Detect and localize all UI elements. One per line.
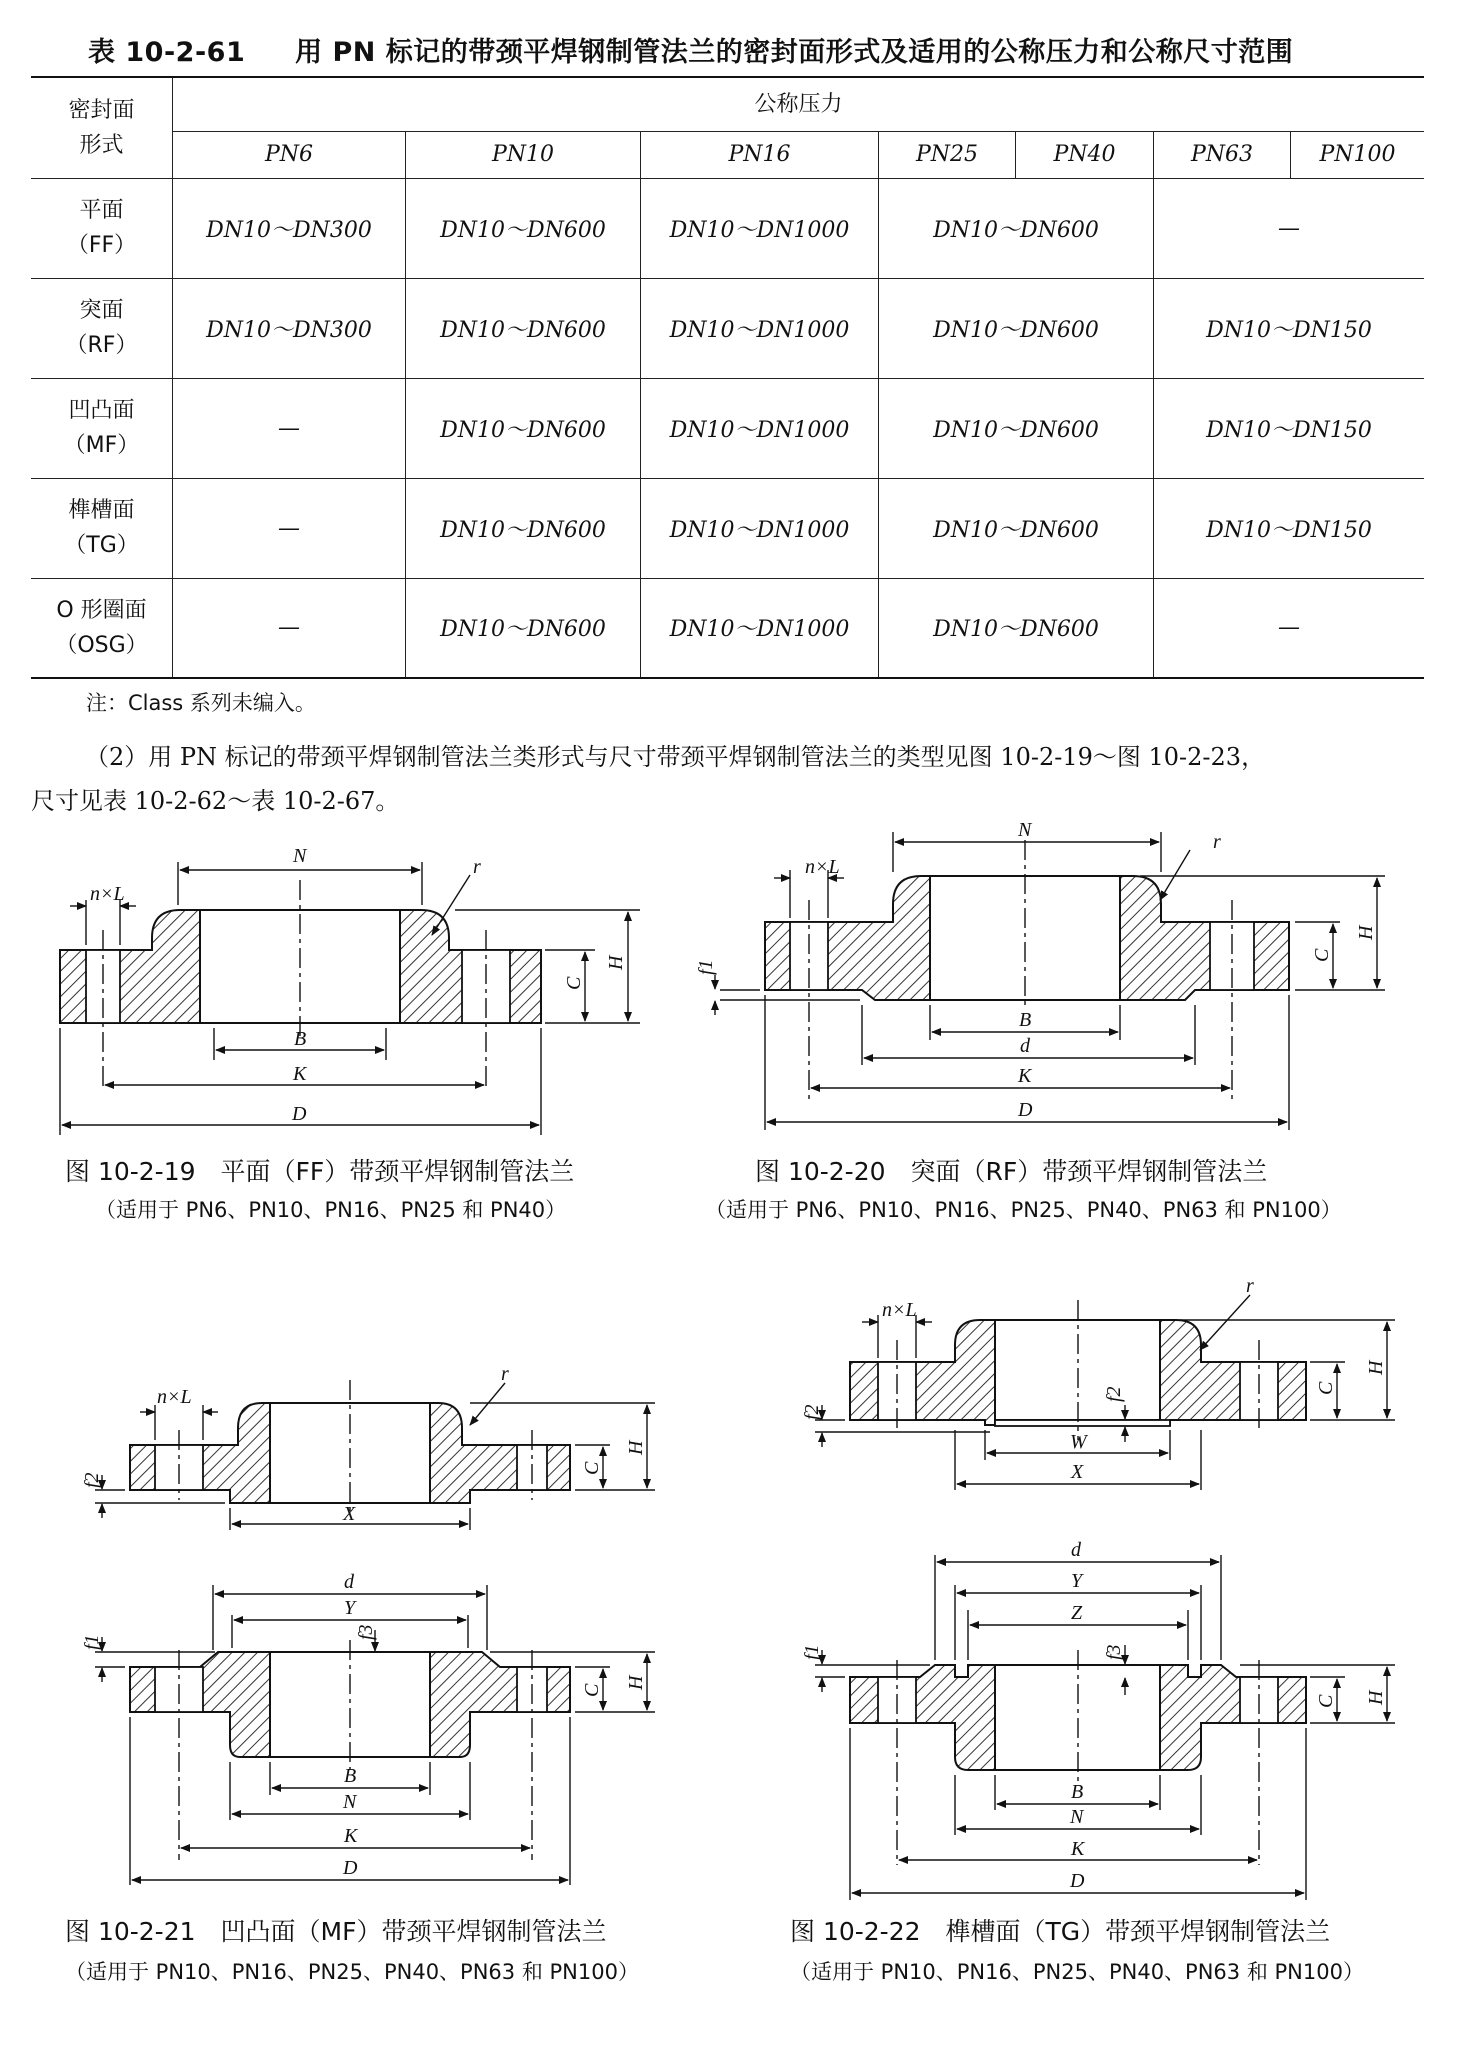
header-pn63: PN63 xyxy=(1154,131,1291,178)
label-d: d xyxy=(1071,1539,1081,1561)
row-name-line1: 凹凸面 xyxy=(68,397,135,423)
label-D: D xyxy=(1018,1099,1033,1121)
header-sealing-face-line1: 密封面 xyxy=(68,97,135,123)
label-Y: Y xyxy=(1071,1570,1083,1592)
label-f2: f2 xyxy=(81,1472,103,1488)
label-B: B xyxy=(1019,1009,1032,1031)
table-cell: DN10～DN1000 xyxy=(641,178,879,278)
table-cell: DN10～DN600 xyxy=(879,478,1154,578)
row-name-line1: O 形圈面 xyxy=(56,597,147,623)
table-cell: DN10～DN600 xyxy=(406,278,641,378)
label-N: N xyxy=(1070,1806,1084,1828)
label-X: X xyxy=(343,1503,356,1525)
label-H: H xyxy=(605,955,627,970)
figure-21-subcaption: （适用于 PN10、PN16、PN25、PN40、PN63 和 PN100） xyxy=(65,1960,639,1984)
table-cell: DN10～DN150 xyxy=(1154,278,1425,378)
header-pn100: PN100 xyxy=(1291,131,1425,178)
table-cell: DN10～DN1000 xyxy=(641,278,879,378)
table-cell: DN10～DN600 xyxy=(879,578,1154,678)
label-f2: f2 xyxy=(801,1404,823,1420)
table-cell: — xyxy=(173,578,406,678)
label-r: r xyxy=(473,856,481,878)
label-C: C xyxy=(563,976,585,990)
label-D: D xyxy=(292,1103,307,1125)
label-X: X xyxy=(1071,1461,1084,1483)
table-cell: DN10～DN1000 xyxy=(641,578,879,678)
table-cell: DN10～DN1000 xyxy=(641,478,879,578)
label-d: d xyxy=(1020,1035,1030,1057)
table-cell: DN10～DN600 xyxy=(879,178,1154,278)
header-pn40: PN40 xyxy=(1016,131,1154,178)
table-cell: DN10～DN600 xyxy=(406,478,641,578)
table-cell: — xyxy=(1154,178,1425,278)
label-H: H xyxy=(625,1440,647,1455)
label-r: r xyxy=(501,1363,509,1385)
label-d: d xyxy=(344,1571,354,1593)
row-name-line1: 平面 xyxy=(79,197,124,223)
table-number: 表 10-2-61 xyxy=(88,37,246,68)
table-cell: — xyxy=(173,478,406,578)
label-f3: f3 xyxy=(1103,1644,1125,1660)
figure-19-caption: 图 10-2-19 平面（FF）带颈平焊钢制管法兰 xyxy=(65,1157,575,1186)
figure-22-caption: 图 10-2-22 榫槽面（TG）带颈平焊钢制管法兰 xyxy=(790,1917,1331,1946)
table-cell: DN10～DN300 xyxy=(173,278,406,378)
figure-22-drawing xyxy=(815,1295,1395,1900)
label-K: K xyxy=(1018,1065,1032,1087)
label-B: B xyxy=(1071,1781,1084,1803)
label-K: K xyxy=(293,1063,307,1085)
row-name-line1: 榫槽面 xyxy=(68,497,135,523)
label-r: r xyxy=(1246,1275,1254,1297)
label-nL: n×L xyxy=(805,856,840,878)
table-cell: DN10～DN150 xyxy=(1154,378,1425,478)
label-f2-inner: f2 xyxy=(1103,1386,1125,1402)
table-cell: DN10～DN600 xyxy=(406,178,641,278)
label-D: D xyxy=(343,1857,358,1879)
label-N: N xyxy=(293,845,307,867)
label-N: N xyxy=(1018,819,1032,841)
table-cell: DN10～DN600 xyxy=(406,578,641,678)
label-B: B xyxy=(294,1028,307,1050)
label-N: N xyxy=(343,1791,357,1813)
row-name-line2: （OSG） xyxy=(55,632,148,658)
row-name-line1: 突面 xyxy=(79,297,124,323)
label-nL: n×L xyxy=(90,883,125,905)
label-K: K xyxy=(1071,1838,1085,1860)
table-cell: DN10～DN600 xyxy=(406,378,641,478)
label-f3: f3 xyxy=(355,1624,377,1640)
row-name-line2: （RF） xyxy=(65,333,138,358)
table-title: 用 PN 标记的带颈平焊钢制管法兰的密封面形式及适用的公称压力和公称尺寸范围 xyxy=(295,37,1294,68)
header-nominal-pressure: 公称压力 xyxy=(173,77,1425,131)
figure-20-subcaption: （适用于 PN6、PN10、PN16、PN25、PN40、PN63 和 PN100） xyxy=(705,1198,1342,1222)
label-C: C xyxy=(1311,948,1333,962)
paragraph-line-2: 尺寸见表 10-2-62～表 10-2-67。 xyxy=(31,787,400,815)
label-f1: f1 xyxy=(801,1644,823,1660)
table-cell: DN10～DN1000 xyxy=(641,378,879,478)
label-C: C xyxy=(1315,1694,1337,1708)
table-cell: — xyxy=(1154,578,1425,678)
figure-21-caption: 图 10-2-21 凹凸面（MF）带颈平焊钢制管法兰 xyxy=(65,1917,607,1946)
figure-20-caption: 图 10-2-20 突面（RF）带颈平焊钢制管法兰 xyxy=(755,1157,1268,1186)
label-C: C xyxy=(581,1461,603,1475)
label-H: H xyxy=(1365,1360,1387,1375)
table-cell: DN10～DN150 xyxy=(1154,478,1425,578)
table-cell: DN10～DN300 xyxy=(173,178,406,278)
label-C: C xyxy=(581,1683,603,1697)
figure-19-drawing xyxy=(60,862,640,1135)
label-K: K xyxy=(344,1825,358,1847)
label-W: W xyxy=(1070,1431,1087,1453)
table-note: 注：Class 系列未编入。 xyxy=(86,691,316,715)
paragraph-line-1: （2）用 PN 标记的带颈平焊钢制管法兰类形式与尺寸带颈平焊钢制管法兰的类型见图 10-2-19～图 10-2-23， xyxy=(85,743,1266,771)
row-name-line2: （FF） xyxy=(66,233,137,258)
label-B: B xyxy=(344,1765,357,1787)
header-pn25: PN25 xyxy=(879,131,1016,178)
label-Z: Z xyxy=(1071,1602,1083,1624)
header-sealing-face-line2: 形式 xyxy=(79,132,124,158)
figure-22-subcaption: （适用于 PN10、PN16、PN25、PN40、PN63 和 PN100） xyxy=(790,1960,1364,1984)
label-H: H xyxy=(1355,925,1377,940)
label-nL: n×L xyxy=(157,1386,192,1408)
label-H: H xyxy=(625,1675,647,1690)
table-cell: DN10～DN600 xyxy=(879,378,1154,478)
table-cell: — xyxy=(173,378,406,478)
label-f1: f1 xyxy=(695,959,717,975)
table-cell: DN10～DN600 xyxy=(879,278,1154,378)
label-C: C xyxy=(1315,1381,1337,1395)
row-name-line2: （MF） xyxy=(63,433,140,458)
header-pn16: PN16 xyxy=(641,131,879,178)
label-H: H xyxy=(1365,1690,1387,1705)
label-nL: n×L xyxy=(882,1299,917,1321)
label-D: D xyxy=(1070,1870,1085,1892)
label-Y: Y xyxy=(344,1597,356,1619)
header-pn6: PN6 xyxy=(173,131,406,178)
label-f1: f1 xyxy=(81,1634,103,1650)
label-r: r xyxy=(1213,831,1221,853)
row-name-line2: （TG） xyxy=(64,533,139,558)
figure-19-subcaption: （适用于 PN6、PN10、PN16、PN25 和 PN40） xyxy=(95,1198,567,1222)
header-pn10: PN10 xyxy=(406,131,641,178)
